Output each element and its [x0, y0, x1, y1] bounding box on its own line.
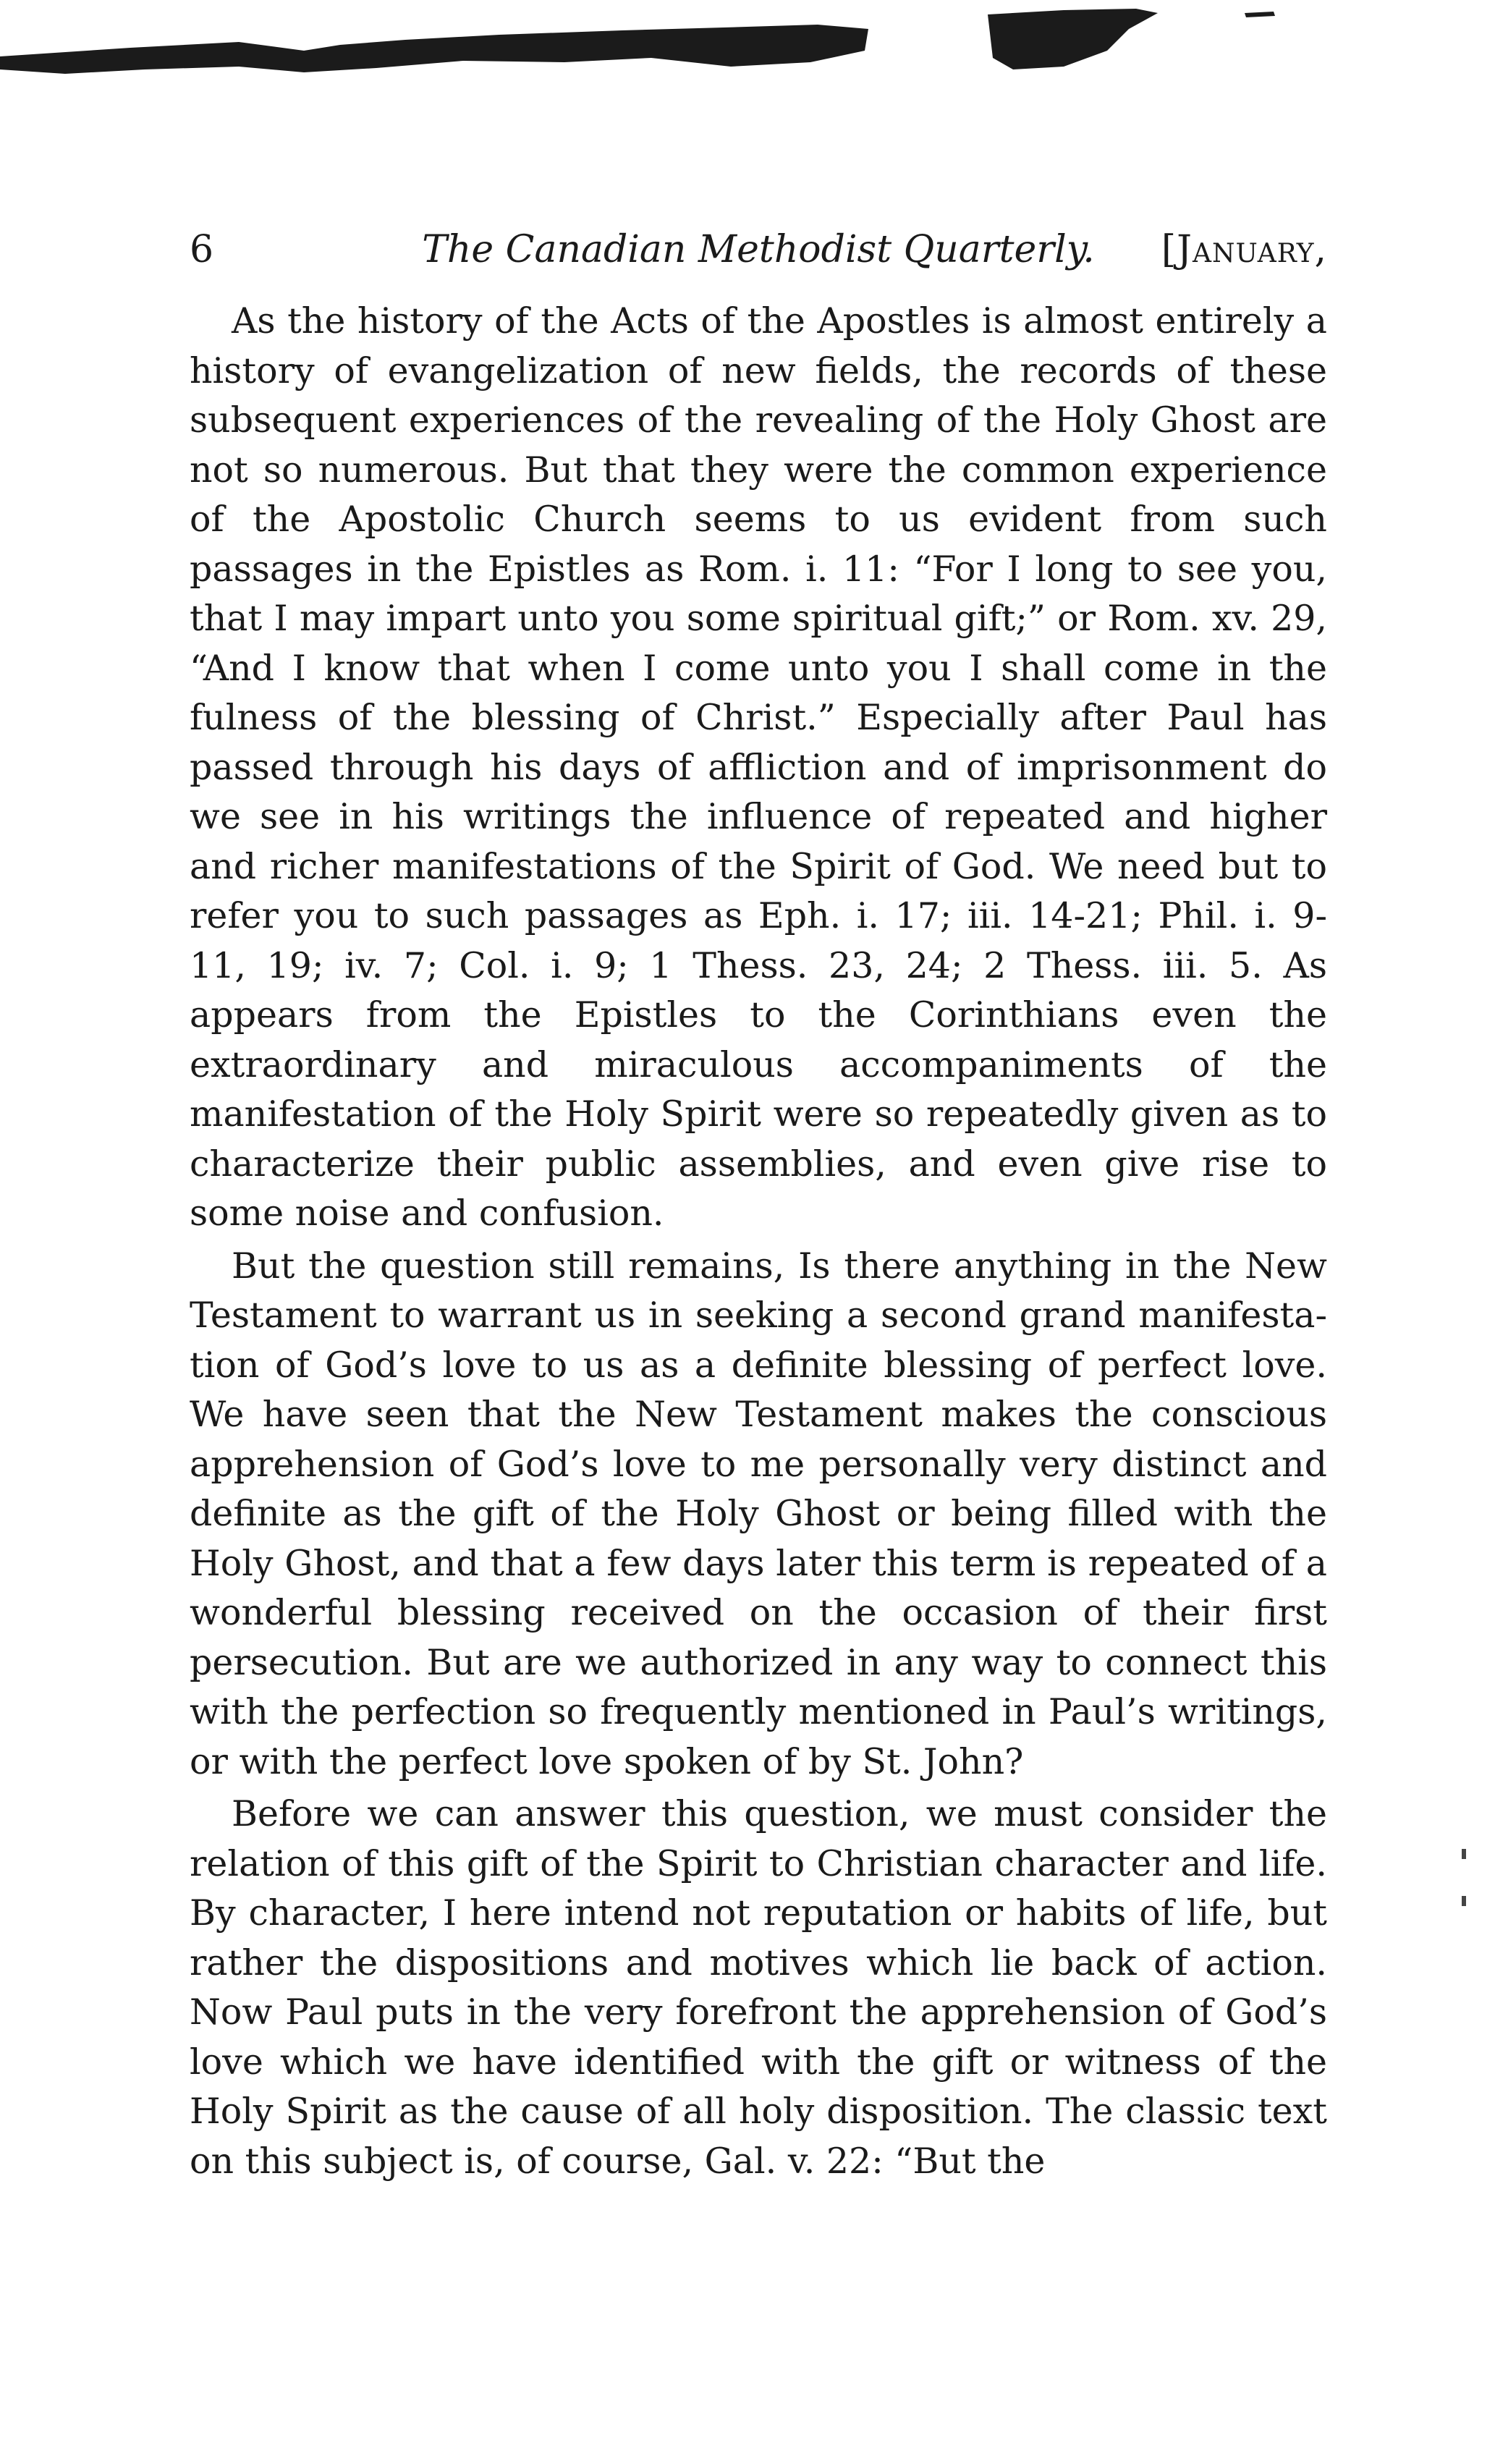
page-number: 6	[190, 228, 214, 271]
ink-smear-left	[0, 25, 868, 74]
margin-mark	[1462, 1849, 1466, 1859]
journal-title: The Canadian Methodist Quarterly.	[422, 228, 1095, 271]
margin-mark	[1462, 1896, 1466, 1906]
issue-month: [January,	[1161, 228, 1327, 271]
running-head	[190, 217, 1327, 282]
ink-smear-dash	[1245, 12, 1275, 17]
ink-smear-right	[988, 9, 1158, 69]
paragraph-3: Before we can answer this question, we must consider the relation of this gift of the Spirit to Christian character and life. By character, I here intend not reputation or habits of life, but rather the dispositions and motives which lie back of action. Now Paul puts in the very forefront the apprehension of God’s love which we have identified with the gift or witness of the Holy Spirit as the cause of all holy disposition. The classic text on this subject is, of course, Gal. v. 22: “But the	[190, 1793, 1327, 2182]
paragraph-1: As the history of the Acts of the Apostles is almost entirely a history of evangelization of new fields, the records of these subsequent experiences of the revealing of the Holy Ghost are not so numerous. But that they were the common experience of the Apostolic Church seems to us evident from such passages in the Epistles as Rom. i. 11: “For I long to see you, that I may impart unto you some spiritual gift;” or Rom. xv. 29, “And I know that when I come unto you I shall come in the fulness of the blessing of Christ.” Especially after Paul has passed through his days of affliction and of imprisonment do we see in his writings the influence of repeated and higher and richer manifestations of the Spirit of God. We need but to refer you to such passages as Eph. i. 17; iii. 14-21; Phil. i. 9-11, 19; iv. 7; Col. i. 9; 1 Thess. 23, 24; 2 Thess. iii. 5. As appears from the Epistles to the Corinthians even the extraordinary and miraculous accompaniments of the manifestation of the Holy Spirit were so repeatedly given as to characterize their public assemblies, and even give rise to some noise and confusion.	[190, 300, 1327, 1234]
article-body	[190, 297, 1327, 2189]
scan-ink-smear	[0, 0, 1495, 87]
paragraph-2: But the question still remains, Is there anything in the New Testament to warrant us in seeking a second grand manifestation of God’s love to us as a definite blessing of perfect love. We have seen that the New Testament makes the conscious apprehension of God’s love to me personally very distinct and definite as the gift of the Holy Ghost or being filled with the Holy Ghost, and that a few days later this term is repeated of a wonderful blessing received on the occasion of their first persecution. But are we authorized in any way to connect this with the perfection so frequently mentioned in Paul’s writings, or with the perfect love spoken of by St. John?	[190, 1245, 1327, 1782]
